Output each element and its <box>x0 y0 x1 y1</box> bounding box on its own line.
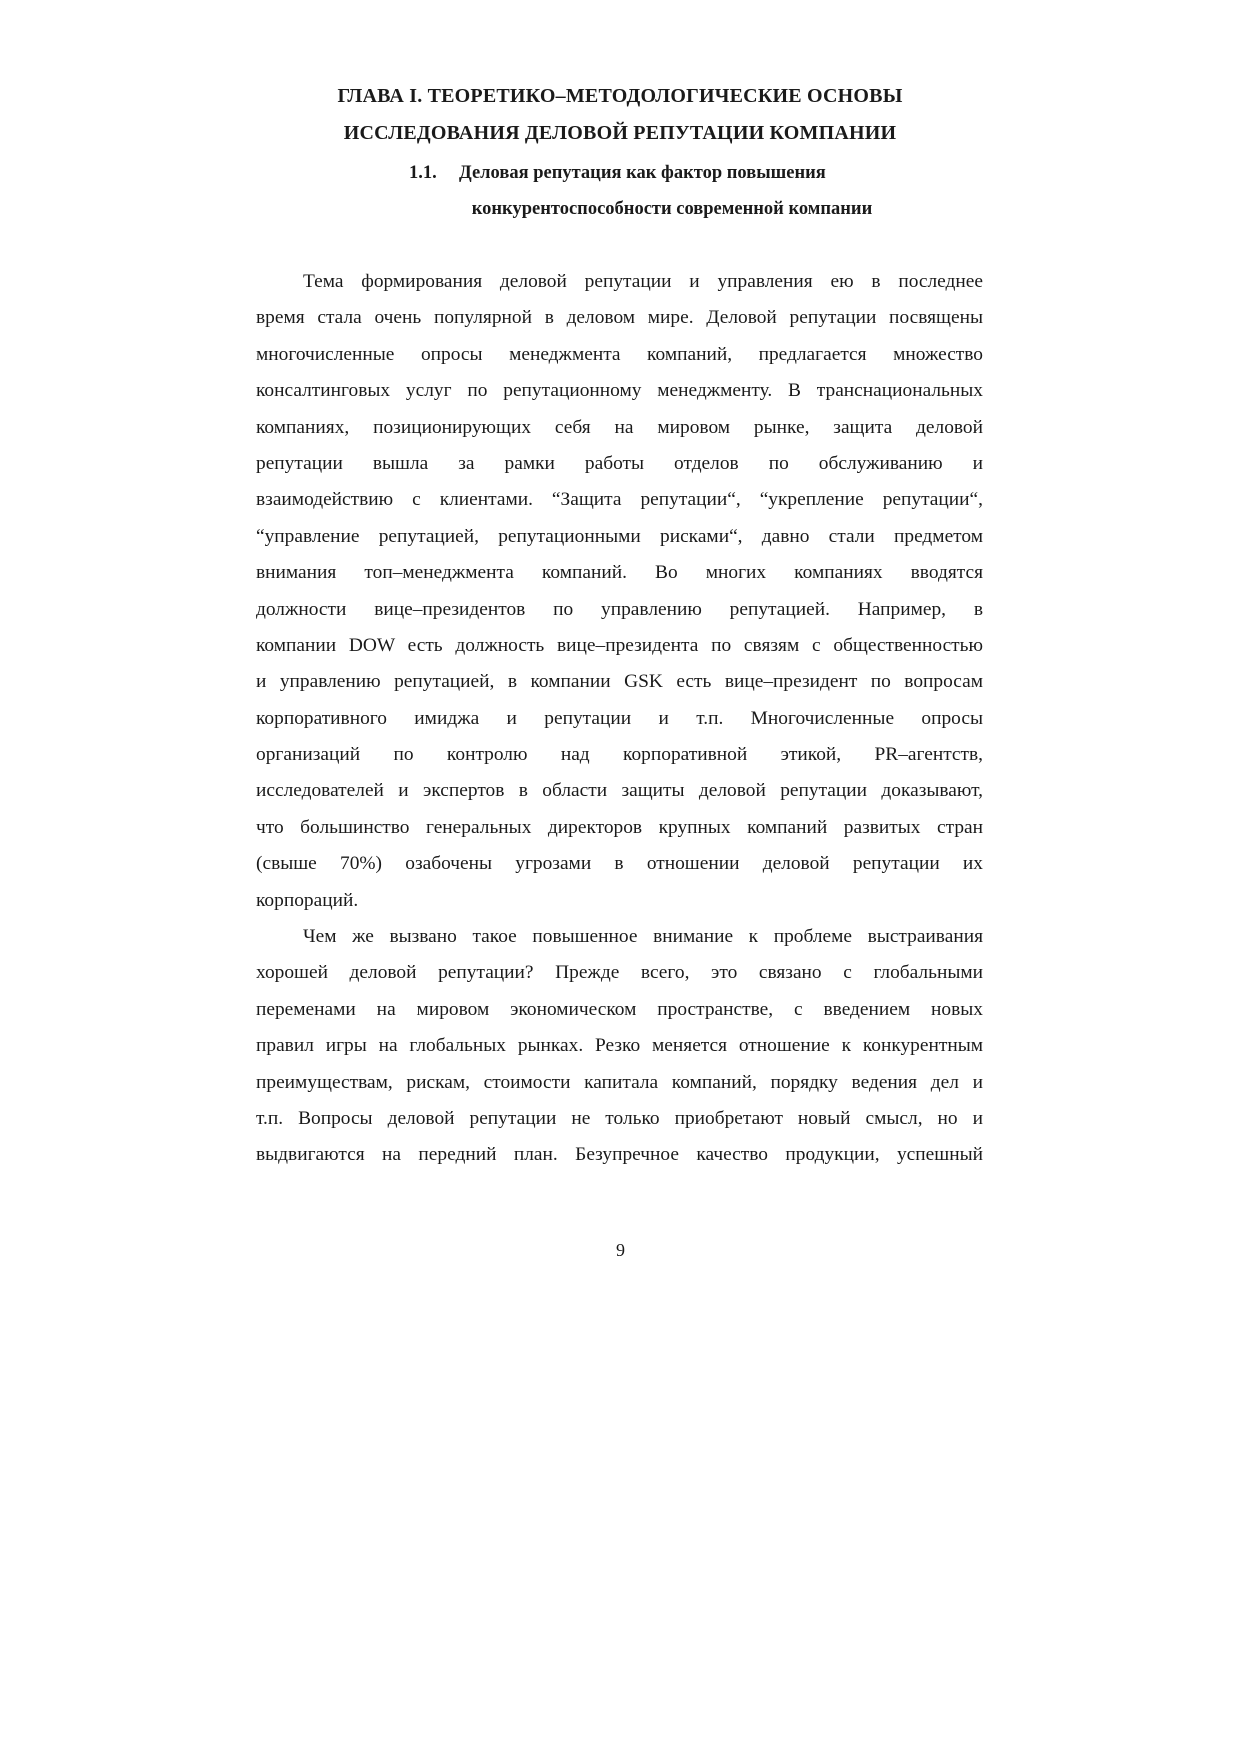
section-number: 1.1. <box>409 163 437 183</box>
text-line: компаниях, позиционирующих себя на мировом рынке, защита деловой <box>256 416 983 438</box>
text-line: взаимодействию с клиентами. “Защита репутации“, “укрепление репутации“, <box>256 489 983 511</box>
text-line: выдвигаются на передний план. Безупречное качество продукции, успешный <box>256 1144 983 1166</box>
chapter-title <box>256 78 984 152</box>
text-line: переменами на мировом экономическом пространстве, с введением новых <box>256 998 983 1020</box>
chapter-title-line-2: ИССЛЕДОВАНИЯ ДЕЛОВОЙ РЕПУТАЦИИ КОМПАНИИ <box>343 122 897 144</box>
text-line: многочисленные опросы менеджмента компаний, предлагается множество <box>256 343 983 365</box>
text-line: корпораций. <box>256 889 359 911</box>
text-line: правил игры на глобальных рынках. Резко меняется отношение к конкурентным <box>256 1035 983 1057</box>
text-line: (свыше 70%) озабочены угрозами в отношении деловой репутации их <box>256 853 983 875</box>
chapter-title-line-1: ГЛАВА I. ТЕОРЕТИКО–МЕТОДОЛОГИЧЕСКИЕ ОСНОВЫ <box>337 85 903 107</box>
paragraph-1 <box>256 264 983 919</box>
text-line: время стала очень популярной в деловом мире. Деловой репутации посвящены <box>256 307 983 329</box>
section-title <box>256 155 984 227</box>
text-line: компании DOW есть должность вице–президента по связям с общественностью <box>256 634 983 656</box>
text-line: внимания топ–менеджмента компаний. Во многих компаниях вводятся <box>256 562 983 584</box>
text-line: Тема формирования деловой репутации и управления ею в последнее <box>303 271 983 292</box>
text-line: корпоративного имиджа и репутации и т.п. Многочисленные опросы <box>256 707 983 729</box>
text-line: хорошей деловой репутации? Прежде всего, это связано с глобальными <box>256 962 983 984</box>
text-line: консалтинговых услуг по репутационному менеджменту. В транснациональных <box>256 380 983 402</box>
text-line: должности вице–президентов по управлению репутацией. Например, в <box>256 598 983 620</box>
text-line: и управлению репутацией, в компании GSK есть вице–президент по вопросам <box>256 671 983 693</box>
text-line: преимуществам, рискам, стоимости капитала компаний, порядку ведения дел и <box>256 1071 983 1093</box>
section-title-line-1: Деловая репутация как фактор повышения <box>459 163 826 183</box>
text-line: Чем же вызвано такое повышенное внимание к проблеме выстраивания <box>303 926 983 948</box>
text-line: что большинство генеральных директоров крупных компаний развитых стран <box>256 816 983 838</box>
text-line: “управление репутацией, репутационными рисками“, давно стали предметом <box>256 525 983 547</box>
text-line: организаций по контролю над корпоративной этикой, PR–агентств, <box>256 744 983 766</box>
page-number: 9 <box>616 1240 625 1260</box>
text-line: исследователей и экспертов в области защиты деловой репутации доказывают, <box>256 780 983 802</box>
text-line: репутации вышла за рамки работы отделов по обслуживанию и <box>256 452 983 474</box>
text-line: т.п. Вопросы деловой репутации не только приобретают новый смысл, но и <box>256 1107 983 1129</box>
body-text <box>256 264 983 1174</box>
section-title-line-2: конкурентоспособности современной компании <box>471 199 873 219</box>
paragraph-2 <box>256 919 983 1174</box>
